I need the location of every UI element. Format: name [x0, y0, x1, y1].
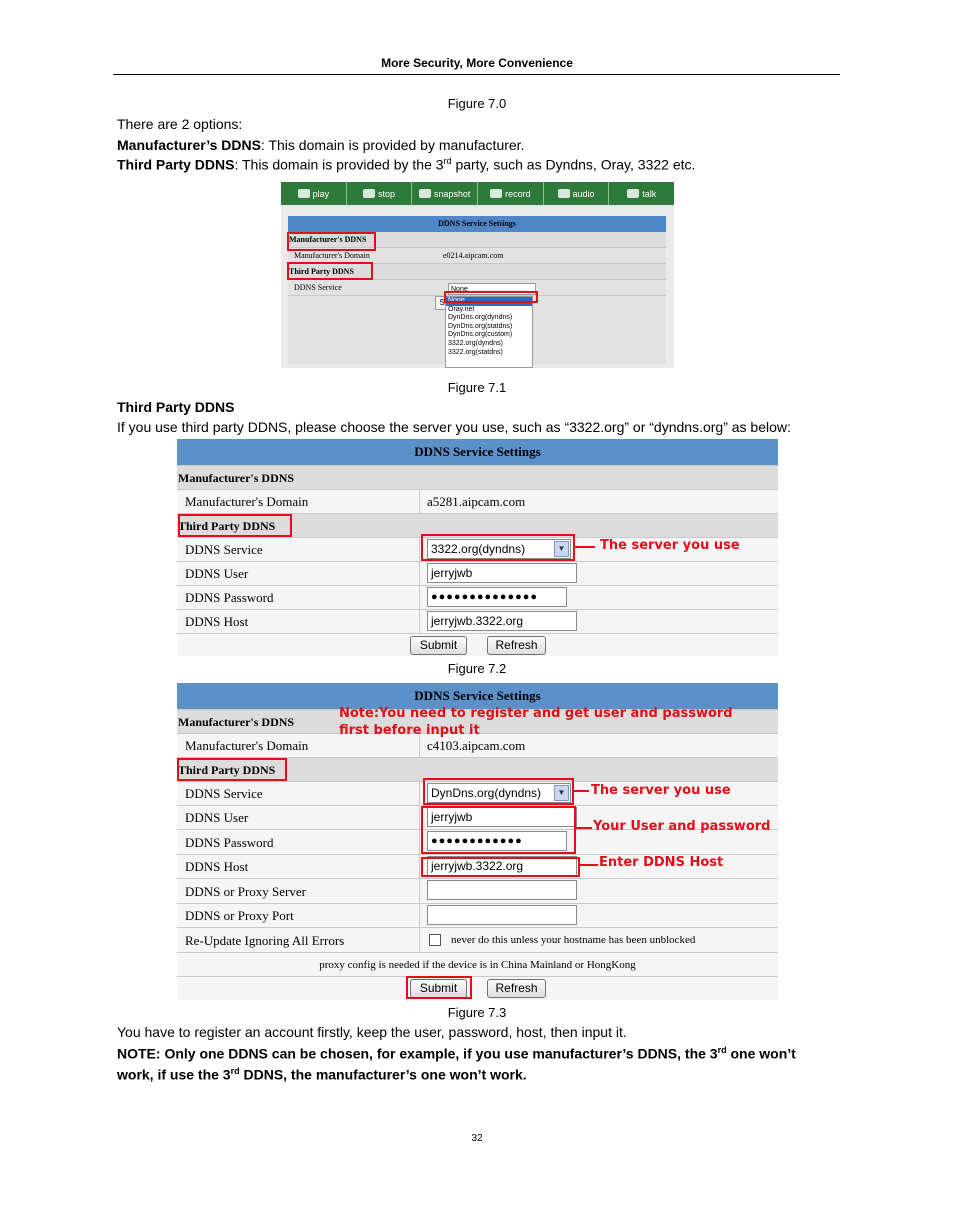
highlight-host: [421, 857, 580, 877]
selected-value: 3322.org(dyndns): [431, 542, 526, 556]
section-label: Third Party DDNS: [178, 763, 276, 777]
manufacturer-domain-row: [177, 489, 778, 513]
chevron-down-icon: ▼: [554, 785, 569, 801]
row-label: Re-Update Ignoring All Errors: [185, 933, 345, 948]
reupdate-row: [177, 927, 778, 952]
page-number: 32: [471, 1133, 483, 1144]
highlight-user-password: [421, 806, 576, 854]
third-party-intro: If you use third party DDNS, please choose the server you use, such as “3322.org” or “dyndns.org” as below:: [117, 419, 791, 435]
highlight-none-option: [444, 291, 538, 303]
note-register-line1: Note:You need to register and get user and password: [339, 706, 733, 721]
toolbar-play[interactable]: [281, 182, 347, 205]
note-text: work, if use the 3: [117, 1066, 231, 1083]
superscript: rd: [230, 1066, 240, 1076]
toolbar-audio[interactable]: [544, 182, 610, 205]
note-text: DDNS, the manufacturer’s one won’t work.: [239, 1066, 527, 1083]
option[interactable]: 3322.org(statdns): [448, 348, 503, 356]
section-label: Third Party DDNS: [289, 267, 354, 276]
toolbar-record[interactable]: [478, 182, 544, 205]
section-label: Manufacturer's DDNS: [178, 471, 295, 485]
options-text: There are 2 options:: [117, 116, 243, 132]
reupdate-hint: never do this unless your hostname has been unblocked: [451, 934, 696, 946]
settings-title: DDNS Service Settings: [177, 439, 778, 465]
record-icon: [490, 189, 502, 198]
figure-7-1: [281, 182, 674, 368]
row-label: DDNS Password: [185, 835, 274, 850]
row-label: DDNS Service: [294, 283, 342, 292]
note-server: The server you use: [591, 783, 731, 798]
note-line-1: [117, 1045, 796, 1062]
row-value: e0214.aipcam.com: [443, 251, 504, 260]
section-label: Manufacturer's DDNS: [178, 715, 295, 729]
superscript: rd: [717, 1045, 727, 1055]
section-label: Manufacturer's DDNS: [289, 235, 367, 244]
refresh-button[interactable]: Refresh: [487, 636, 546, 655]
toolbar-label: snapshot: [433, 188, 471, 199]
button-label: S: [439, 298, 445, 307]
row-label: DDNS User: [185, 566, 249, 581]
toolbar-snapshot[interactable]: [412, 182, 478, 205]
third-party-desc-b: party, such as Dyndns, Oray, 3322 etc.: [451, 156, 696, 173]
row-label: DDNS Host: [185, 859, 249, 874]
selected-value: None: [451, 286, 468, 293]
proxy-port-input[interactable]: [427, 905, 577, 925]
option[interactable]: DynDns.org(custom): [448, 331, 513, 339]
panel-title: DDNS Service Settings: [288, 216, 666, 232]
buttons-row: [177, 633, 778, 656]
chevron-down-icon: ▼: [554, 541, 569, 557]
settings-title: DDNS Service Settings: [177, 683, 778, 709]
highlight-manufacturer: [287, 232, 376, 251]
caption-figure-7-0: Figure 7.0: [447, 96, 507, 111]
row-label: DDNS Service: [185, 786, 263, 801]
toolbar-label: record: [505, 188, 531, 199]
highlight-third-party: [178, 514, 292, 537]
row-label: DDNS Host: [185, 614, 249, 629]
running-header: More Security, More Convenience: [381, 56, 573, 70]
callout-line: [580, 864, 598, 866]
camera-toolbar: [281, 182, 674, 205]
highlight-submit: [406, 976, 472, 999]
row-label: Manufacturer's Domain: [185, 738, 309, 753]
option[interactable]: DynDns.org(statdns): [448, 322, 513, 330]
reupdate-checkbox[interactable]: [429, 934, 441, 946]
callout-line: [576, 827, 592, 829]
note-server: The server you use: [600, 538, 740, 553]
toolbar-label: talk: [642, 188, 657, 199]
note-text: : Only one DDNS can be chosen, for example, if you use manufacturer’s DDNS, the 3: [155, 1045, 718, 1062]
note-register-line2: first before input it: [339, 723, 480, 738]
row-label: DDNS or Proxy Server: [185, 884, 306, 899]
note-label: NOTE: [117, 1045, 156, 1062]
highlight-third-party: [177, 758, 287, 781]
caption-figure-7-3: Figure 7.3: [447, 1005, 507, 1020]
highlight-service: [423, 778, 574, 805]
play-icon: [298, 189, 310, 198]
figure-7-2: [177, 439, 778, 656]
third-party-ddns-term: Third Party DDNS: [117, 156, 235, 173]
register-text: You have to register an account firstly, keep the user, password, host, then input it.: [117, 1024, 627, 1040]
third-party-desc-a: : This domain is provided by the 3: [234, 156, 444, 173]
note-text: one won’t: [726, 1045, 796, 1062]
note-line-2: [117, 1066, 527, 1083]
submit-button[interactable]: Submit: [410, 636, 467, 655]
manufacturer-ddns-line: [117, 137, 524, 153]
toolbar-label: audio: [572, 188, 595, 199]
proxy-note: proxy config is needed if the device is in China Mainland or HongKong: [319, 959, 636, 971]
highlight-service: [421, 534, 575, 561]
callout-line: [574, 790, 589, 792]
toolbar-talk[interactable]: [609, 182, 674, 205]
manufacturer-ddns-desc: : This domain is provided by manufacturer.: [260, 137, 525, 153]
manufacturer-section: [177, 465, 778, 489]
header-rule: [113, 74, 840, 75]
option[interactable]: DynDns.org(dyndns): [448, 314, 513, 322]
selected-value: DynDns.org(dyndns): [431, 786, 542, 800]
option[interactable]: None: [446, 297, 532, 306]
ddns-options-list[interactable]: [445, 296, 533, 368]
third-party-ddns-line: [117, 156, 695, 173]
third-party-heading: Third Party DDNS: [117, 399, 235, 415]
ddns-user-input[interactable]: jerryjwb: [427, 563, 577, 583]
manufacturer-ddns-term: Manufacturer’s DDNS: [117, 137, 261, 153]
proxy-note-row: [177, 952, 778, 976]
row-label: Manufacturer's Domain: [294, 251, 370, 260]
callout-line: [575, 546, 595, 548]
camera-icon: [419, 189, 431, 198]
ddns-host-input[interactable]: jerryjwb.3322.org: [427, 856, 577, 876]
ddns-password-input[interactable]: ●●●●●●●●●●●●●●: [427, 587, 567, 607]
ddns-user-input[interactable]: jerryjwb: [427, 807, 577, 827]
row-label: Manufacturer's Domain: [185, 494, 309, 509]
row-label: DDNS Password: [185, 590, 274, 605]
option[interactable]: Oray.net: [448, 305, 475, 313]
section-label: Third Party DDNS: [178, 519, 276, 533]
row-label: DDNS or Proxy Port: [185, 908, 294, 923]
caption-figure-7-1: Figure 7.1: [447, 380, 507, 395]
row-label: DDNS User: [185, 810, 249, 825]
ddns-password-input[interactable]: ●●●●●●●●●●●●: [427, 831, 567, 851]
refresh-button[interactable]: Refresh: [487, 979, 546, 998]
headphones-icon: [558, 189, 570, 198]
caption-figure-7-2: Figure 7.2: [447, 661, 507, 676]
buttons-row: [177, 976, 778, 1000]
superscript: rd: [443, 156, 452, 166]
ddns-host-input[interactable]: jerryjwb.3322.org: [427, 611, 577, 631]
toolbar-label: stop: [378, 188, 396, 199]
note-user-password: Your User and password: [593, 819, 771, 834]
submit-button[interactable]: Submit: [410, 979, 467, 998]
row-label: DDNS Service: [185, 542, 263, 557]
stop-icon: [363, 189, 375, 198]
option[interactable]: 3322.org(dyndns): [448, 339, 503, 347]
row-value: c4103.aipcam.com: [427, 738, 526, 753]
note-host: Enter DDNS Host: [599, 855, 724, 870]
toolbar-label: play: [312, 188, 330, 199]
microphone-icon: [627, 189, 639, 198]
figure-7-3: [177, 683, 778, 1000]
row-value: a5281.aipcam.com: [427, 494, 526, 509]
highlight-third-party: [287, 262, 373, 280]
proxy-server-input[interactable]: [427, 880, 577, 900]
toolbar-stop[interactable]: [347, 182, 413, 205]
